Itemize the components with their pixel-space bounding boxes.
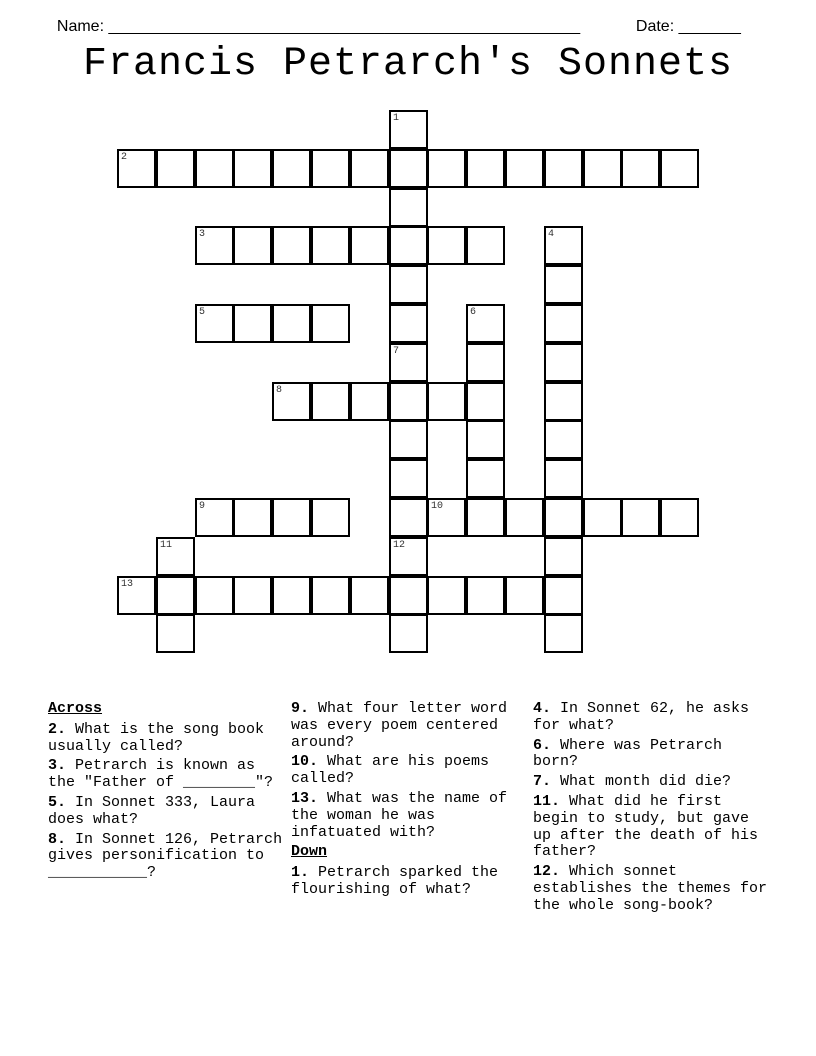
grid-cell[interactable] xyxy=(466,498,505,537)
clue-down-12: 12. Which sonnet establishes the themes for the whole song-book? xyxy=(533,863,768,914)
grid-cell[interactable] xyxy=(272,304,311,343)
clue-down-4: 4. In Sonnet 62, he asks for what? xyxy=(533,700,750,734)
grid-cell[interactable] xyxy=(389,110,428,149)
clue-number: 1 xyxy=(393,113,400,124)
grid-cell[interactable] xyxy=(272,226,311,265)
clue-number: 4 xyxy=(548,229,555,240)
grid-cell[interactable] xyxy=(544,576,583,615)
grid-cell[interactable] xyxy=(466,576,505,615)
clue-column-2 xyxy=(291,701,527,902)
clue-across-10: 10. What are his poems called? xyxy=(291,753,490,788)
grid-cell[interactable] xyxy=(156,576,195,615)
grid-cell[interactable] xyxy=(311,498,350,537)
grid-cell[interactable] xyxy=(544,420,583,459)
clue-down-11: 11. What did he first begin to study, but gave up after the death of his father? xyxy=(533,792,759,861)
grid-cell[interactable] xyxy=(272,498,311,537)
grid-cell[interactable] xyxy=(311,382,350,421)
clue-number: 2 xyxy=(121,152,128,163)
grid-cell[interactable] xyxy=(427,149,466,188)
clue-across-9: 9. What four letter word was every poem centered around? xyxy=(291,700,508,751)
grid-cell[interactable] xyxy=(505,498,544,537)
grid-cell[interactable] xyxy=(505,149,544,188)
grid-cell[interactable] xyxy=(389,459,428,498)
grid-cell[interactable] xyxy=(544,537,583,576)
clue-number: 6 xyxy=(470,307,477,318)
grid-cell[interactable] xyxy=(544,459,583,498)
clue-across-2: 2. What is the song book usually called? xyxy=(48,720,265,755)
grid-cell[interactable] xyxy=(466,420,505,459)
grid-cell[interactable] xyxy=(389,576,428,615)
grid-cell[interactable] xyxy=(544,498,583,537)
grid-cell[interactable] xyxy=(311,304,350,343)
grid-cell[interactable] xyxy=(427,576,466,615)
clue-number: 7 xyxy=(393,346,400,357)
grid-cell[interactable] xyxy=(389,226,428,265)
grid-cell[interactable] xyxy=(389,614,428,653)
grid-cell[interactable] xyxy=(583,498,622,537)
clue-across-13: 13. What was the name of the woman he was infatuated with? xyxy=(291,789,508,841)
grid-cell[interactable] xyxy=(311,576,350,615)
clue-number: 12 xyxy=(393,540,406,551)
grid-cell[interactable] xyxy=(466,382,505,421)
clue-number: 10 xyxy=(431,501,444,512)
grid-cell[interactable] xyxy=(544,382,583,421)
grid-cell[interactable] xyxy=(389,188,428,227)
grid-cell[interactable] xyxy=(195,304,234,343)
name-label: Name: xyxy=(56,18,109,35)
grid-cell[interactable] xyxy=(233,149,272,188)
grid-cell[interactable] xyxy=(466,343,505,382)
grid-cell[interactable] xyxy=(272,382,311,421)
grid-cell[interactable] xyxy=(466,459,505,498)
grid-cell[interactable] xyxy=(311,149,350,188)
grid-cell[interactable] xyxy=(233,576,272,615)
grid-cell[interactable] xyxy=(350,576,389,615)
clue-number: 8 xyxy=(276,385,283,396)
grid-cell[interactable] xyxy=(544,226,583,265)
grid-cell[interactable] xyxy=(660,149,699,188)
grid-cell[interactable] xyxy=(233,304,272,343)
grid-cell[interactable] xyxy=(117,149,156,188)
grid-cell[interactable] xyxy=(544,343,583,382)
grid-cell[interactable] xyxy=(466,304,505,343)
date-line[interactable]: _______ xyxy=(678,18,741,35)
clue-down-7: 7. What month did die? xyxy=(533,773,732,791)
grid-cell[interactable] xyxy=(195,226,234,265)
clue-number: 13 xyxy=(121,579,134,590)
grid-cell[interactable] xyxy=(389,420,428,459)
grid-cell[interactable] xyxy=(195,498,234,537)
grid-cell[interactable] xyxy=(544,304,583,343)
grid-cell[interactable] xyxy=(621,498,660,537)
grid-cell[interactable] xyxy=(233,226,272,265)
grid-cell[interactable] xyxy=(389,265,428,304)
date-label: Date: xyxy=(635,18,679,35)
grid-cell[interactable] xyxy=(389,304,428,343)
clue-down-1: 1. Petrarch sparked the flourishing of what? xyxy=(291,864,499,898)
grid-cell[interactable] xyxy=(427,498,466,537)
grid-cell[interactable] xyxy=(156,614,195,653)
grid-cell[interactable] xyxy=(466,226,505,265)
grid-cell[interactable] xyxy=(427,382,466,421)
clue-column-3 xyxy=(533,701,769,918)
grid-cell[interactable] xyxy=(544,149,583,188)
grid-cell[interactable] xyxy=(389,537,428,576)
grid-cell[interactable] xyxy=(466,149,505,188)
clue-across-8: 8. In Sonnet 126, Petrarch gives personification to ___________? xyxy=(48,830,283,882)
clue-number: 5 xyxy=(199,307,206,318)
grid-cell[interactable] xyxy=(427,226,466,265)
clue-down-6: 6. Where was Petrarch born? xyxy=(533,736,723,771)
name-line[interactable]: _____________________________________________________ xyxy=(108,18,581,35)
grid-cell[interactable] xyxy=(272,149,311,188)
grid-cell[interactable] xyxy=(389,382,428,421)
grid-cell[interactable] xyxy=(156,537,195,576)
clue-across-3: 3. Petrarch is known as the "Father of ________"? xyxy=(48,757,274,792)
grid-cell[interactable] xyxy=(621,149,660,188)
grid-cell[interactable] xyxy=(350,149,389,188)
clue-column-1 xyxy=(48,701,284,885)
grid-cell[interactable] xyxy=(195,149,234,188)
down-heading: Down xyxy=(291,843,328,861)
grid-cell[interactable] xyxy=(233,498,272,537)
grid-cell[interactable] xyxy=(389,343,428,382)
page-title: Francis Petrarch's Sonnets xyxy=(82,42,734,87)
grid-cell[interactable] xyxy=(311,226,350,265)
clue-number: 9 xyxy=(199,501,206,512)
grid-cell[interactable] xyxy=(544,614,583,653)
grid-cell[interactable] xyxy=(389,498,428,537)
grid-cell[interactable] xyxy=(505,576,544,615)
grid-cell[interactable] xyxy=(583,149,622,188)
grid-cell[interactable] xyxy=(660,498,699,537)
clue-number: 3 xyxy=(199,229,206,240)
grid-cell[interactable] xyxy=(350,382,389,421)
across-heading: Across xyxy=(48,700,103,717)
grid-cell[interactable] xyxy=(350,226,389,265)
grid-cell[interactable] xyxy=(195,576,234,615)
grid-cell[interactable] xyxy=(156,149,195,188)
grid-cell[interactable] xyxy=(544,265,583,304)
grid-cell[interactable] xyxy=(272,576,311,615)
grid-cell[interactable] xyxy=(389,149,428,188)
clue-number: 11 xyxy=(160,540,173,551)
clue-across-5: 5. In Sonnet 333, Laura does what? xyxy=(48,793,256,828)
grid-cell[interactable] xyxy=(117,576,156,615)
